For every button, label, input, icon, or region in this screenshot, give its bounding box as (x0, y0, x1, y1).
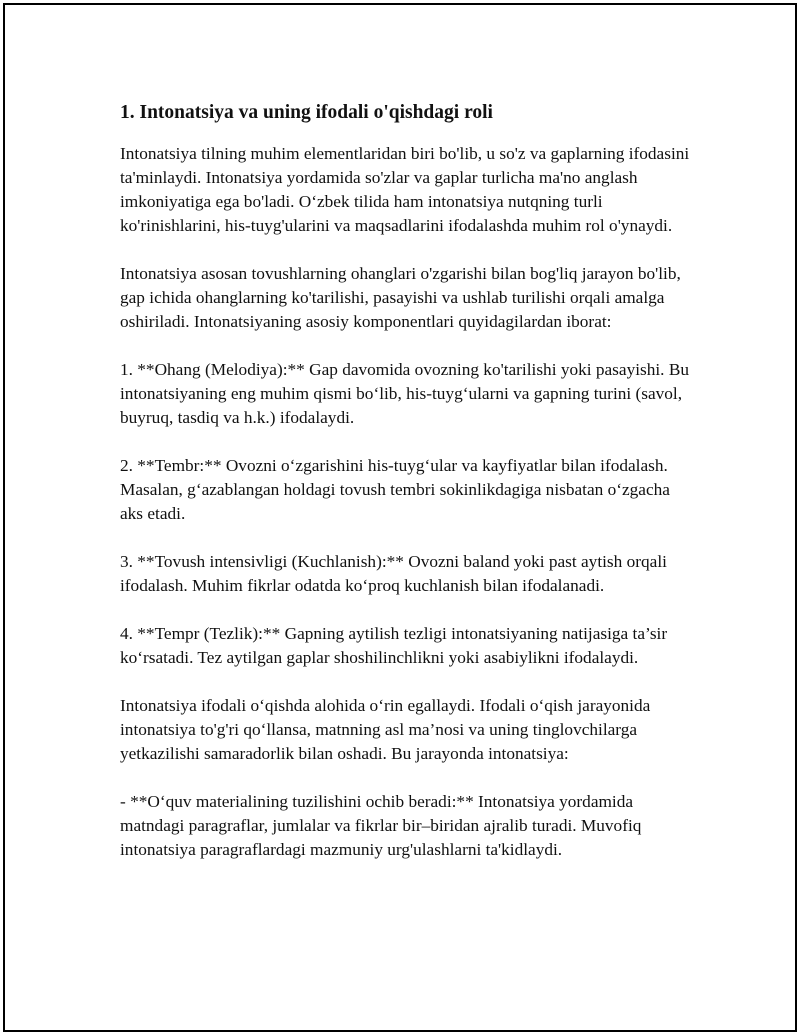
list-item-tempr: 4. **Tempr (Tezlik):** Gapning aytilish tezligi intonatsiyaning natijasiga ta’sir ko‘rsatadi. Tez aytilgan gaplar shoshilinchlikni yoki asabiylikni ifodalaydi. (120, 624, 668, 667)
paragraph-intro: Intonatsiya tilning muhim elementlaridan biri bo'lib, u so'z va gaplarning ifodasini ta'minlaydi. Intonatsiya yordamida so'zlar va gaplar turlicha ma'no anglash imkoniyatiga ega bo'ladi. O‘zbek tilida ham intonatsiya nutqning turli ko'rinishlarini, his-tuyg'ularini va maqsadlarini ifodalashda muhim rol o'ynaydi. (120, 144, 690, 235)
list-item-tovush-intensivligi: 3. **Tovush intensivligi (Kuchlanish):** Ovozni baland yoki past aytish orqali ifodalash. Muhim fikrlar odatda ko‘proq kuchlanish bilan ifodalanadi. (120, 552, 667, 595)
page-frame (3, 3, 797, 1032)
document-title: 1. Intonatsiya va uning ifodali o'qishdagi roli (120, 102, 493, 123)
paragraph-ifodali-oqish: Intonatsiya ifodali o‘qishda alohida o‘rin egallaydi. Ifodali o‘qish jarayonida intonatsiya to'g'ri qo‘llansa, matnning asl ma’nosi va uning tinglovchilarga yetkazilishi samaradorlik bilan oshadi. Bu jarayonda intonatsiya: (120, 696, 651, 763)
list-item-oquv-materiali: - **O‘quv materialining tuzilishini ochib beradi:** Intonatsiya yordamida matndagi paragraflar, jumlalar va fikrlar bir–biridan ajralib turadi. Muvofiq intonatsiya paragraflardagi mazmuniy urg'ulashlarni ta'kidlaydi. (120, 792, 642, 859)
paragraph-components-intro: Intonatsiya asosan tovushlarning ohanglari o'zgarishi bilan bog'liq jarayon bo'lib, gap ichida ohanglarning ko'tarilishi, pasayishi va ushlab turilishi orqali amalga oshiriladi. Intonatsiyaning asosiy komponentlari quyidagilardan iborat: (120, 264, 681, 331)
list-item-ohang: 1. **Ohang (Melodiya):** Gap davomida ovozning ko'tarilishi yoki pasayishi. Bu intonatsiyaning eng muhim qismi bo‘lib, his-tuyg‘ularni va gapning turini (savol, buyruq, tasdiq va h.k.) ifodalaydi. (120, 360, 689, 427)
list-item-tembr: 2. **Tembr:** Ovozni o‘zgarishini his-tuyg‘ular va kayfiyatlar bilan ifodalash. Masalan, g‘azablangan holdagi tovush tembri sokinlikdagiga nisbatan o‘zgacha aks etadi. (120, 456, 670, 523)
document-body (120, 101, 690, 886)
